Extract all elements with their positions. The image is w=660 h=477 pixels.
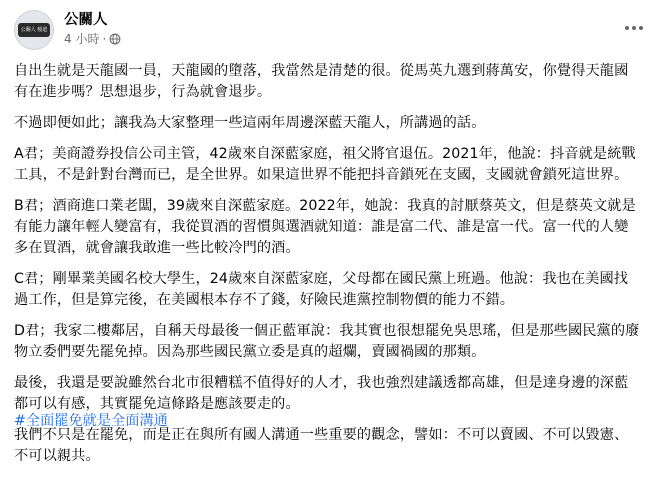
post-paragraph: 自出生就是天龍國一員，天龍國的墮落，我當然是清楚的很。從馬英九選到蔣萬安，你覺得天龍國有在進步嗎？思想退步，行為就會退步。: [14, 63, 629, 100]
post-paragraph: D君；我家二樓鄰居，自稱天母最後一個正藍軍說：我其實也很想罷免吳思瑤，但是那些國民黨的廢物立委們要先罷免掉。因為那些國民黨立委是真的超爛，賣國禍國的那類。: [14, 323, 640, 360]
post-paragraph: A君；美商證券投信公司主管，42歲來自深藍家庭，祖父將官退伍。2021年，他說：抖音就是統戰工具，不是針對台灣而已，是全世界。如果這世界不能把抖音鎖死在支國，支國就會鎖死這世界。: [14, 146, 636, 183]
post-paragraph: 不過即便如此；讓我為大家整理一些這兩年周邊深藍天龍人，所講過的話。: [14, 115, 486, 131]
author-name[interactable]: 公關人: [64, 12, 108, 28]
avatar-logo: [18, 23, 50, 37]
post-timestamp[interactable]: 4 小時: [64, 32, 100, 46]
globe-icon[interactable]: [109, 33, 121, 45]
post-meta: [64, 31, 121, 47]
post-paragraph: B君；酒商進口業老闆，39歲來自深藍家庭。2022年，她說：我真的討厭蔡英文，但是蔡英文就是有能力讓年輕人變富有，我從買酒的習慣與選酒就知道：誰是富二代、誰是富一代。富一代的人變多在買酒，就會讓我敢進一些比較冷門的酒。: [14, 198, 636, 256]
more-horizontal-icon: [625, 26, 643, 30]
more-options-button[interactable]: [620, 14, 648, 42]
post-paragraph: C君；剛畢業美國名校大學生，24歲來自深藍家庭，父母都在國民黨上班過。他說：我也在美國找過工作，但是算完後，在美國根本存不了錢，好險民進黨控制物價的能力不錯。: [14, 271, 629, 308]
post-paragraph: 最後，我還是要說雖然台北市很糟糕不值得好的人才，我也強烈建議透都高雄，但是達身邊的深藍都可以有感，其實罷免這條路是應該要走的。: [14, 375, 629, 412]
hashtag-link[interactable]: #全面罷免就是全面溝通: [14, 413, 168, 429]
meta-separator: ·: [102, 32, 107, 46]
post-header: [14, 10, 646, 50]
post-paragraph: 我們不只是在罷免，而是正在與所有國人溝通一些重要的觀念，譬如：不可以賣國、不可以毀憲、不可以親共。: [14, 427, 629, 464]
avatar-text: 公關人 頻道: [20, 27, 48, 33]
avatar[interactable]: [14, 10, 54, 50]
